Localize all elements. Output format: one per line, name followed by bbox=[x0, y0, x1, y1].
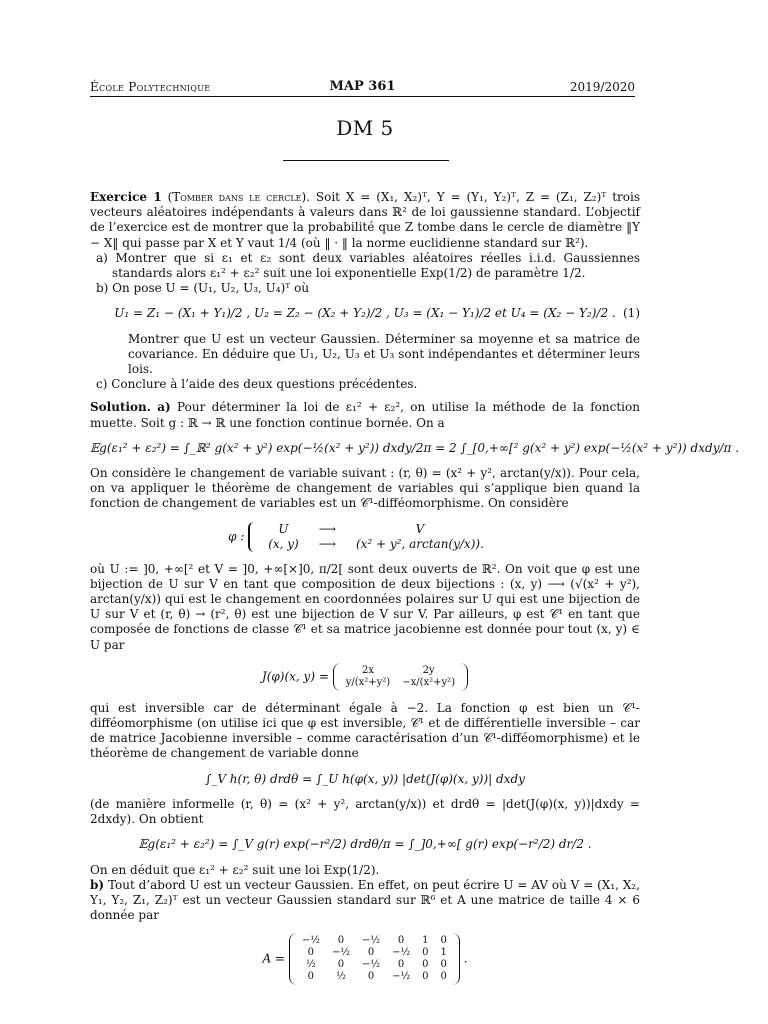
matrix-A-cell: 0 bbox=[397, 935, 405, 947]
header-course: MAP 361 bbox=[329, 79, 396, 94]
document-body bbox=[90, 190, 740, 995]
phi-row1-arrow: ⟶ bbox=[318, 521, 336, 536]
jacobian-matrix bbox=[333, 663, 468, 691]
phi-row2-right: (x² + y², arctan(y/x)). bbox=[355, 536, 484, 551]
matrix-A-cell: 0 bbox=[307, 947, 315, 959]
equation-1-body: U₁ = Z₁ − (X₁ + Y₁)/2 , U₂ = Z₂ − (X₂ + Y₂)/2 , U₃ = (X₁ − Y₁)/2 et U₄ = (X₂ − Y₂)/2 . bbox=[114, 306, 616, 321]
matrix-A-cell: 0 bbox=[307, 971, 315, 983]
exercise-item-b-cont: Montrer que U est un vecteur Gaussien. Déterminer sa moyenne et sa matrice de covariance. En déduire que U₁, U₂, U₃ et U₃ sont indépendantes et déterminer leurs lois. bbox=[128, 331, 640, 377]
matrix-A-row bbox=[296, 947, 453, 959]
matrix-A-cell: 1 bbox=[422, 935, 429, 947]
matrix-A-cell: 0 bbox=[440, 935, 447, 947]
solution-para-7 bbox=[90, 878, 640, 924]
header-rule bbox=[90, 96, 635, 97]
matrix-A-cell: 0 bbox=[440, 959, 447, 971]
solution-para-6: On en déduit que ε₁² + ε₂² suit une loi Exp(1/2). bbox=[90, 862, 380, 877]
title-rule bbox=[283, 160, 449, 161]
solution-text-7: Tout d’abord U est un vecteur Gaussien. En effet, on peut écrire U = AV où V = (X₁, X₂, Y₁, Y₂, Z₁, Z₂)ᵀ est un vecteur Gaussien standard sur ℝ⁶ et A une matrice de taille 4 × 6 donnée par bbox=[90, 877, 640, 923]
equation-2: 𝔼g(ε₁² + ε₂²) = ∫_ℝ² g(x² + y²) exp(−½(x² + y²)) dxdy/2π = 2 ∫_[0,+∞[² g(x² + y²) exp(−½(x² + y²)) dxdy/π . bbox=[90, 440, 740, 455]
phi-definition bbox=[90, 522, 640, 552]
exercise-intro bbox=[90, 190, 640, 251]
equation-4: 𝔼g(ε₁² + ε₂²) = ∫_V g(r) exp(−r²/2) drdθ/π = ∫_]0,+∞[ g(r) exp(−r²/2) dr/2 . bbox=[138, 837, 592, 852]
header-institution: École Polytechnique bbox=[90, 80, 211, 94]
matrix-A-label: A = bbox=[262, 951, 285, 966]
jacobian-left: J(φ)(x, y) = bbox=[261, 669, 329, 684]
matrix-A-cell: 0 bbox=[422, 947, 429, 959]
phi-row2-left: (x, y) bbox=[268, 536, 299, 551]
matrix-A-cell: −½ bbox=[301, 935, 320, 947]
matrix-A-cell: 0 bbox=[397, 959, 405, 971]
matrix-A-cell: 0 bbox=[367, 971, 375, 983]
matrix-A-cell: 0 bbox=[422, 959, 429, 971]
matrix-A-cell: 0 bbox=[337, 935, 345, 947]
exercise-item-b: b) On pose U = (U₁, U₂, U₃, U₄)ᵀ où bbox=[96, 281, 310, 296]
header-year: 2019/2020 bbox=[569, 80, 635, 94]
jacobian-m12: 2y bbox=[422, 664, 435, 676]
equation-3: ∫_V h(r, θ) drdθ = ∫_U h(φ(x, y)) |det(J(φ)(x, y))| dxdy bbox=[205, 771, 525, 786]
matrix-A-cell: 0 bbox=[367, 947, 375, 959]
solution-text-1: Pour déterminer la loi de ε₁² + ε₂², on utilise la méthode de la fonction muette. Soit g : ℝ → ℝ une fonction continue bornée. On a bbox=[90, 400, 640, 430]
exercise-text: Soit X = (X₁, X₂)ᵀ, Y = (Y₁, Y₂)ᵀ, Z = (Z₁, Z₂)ᵀ trois vecteurs aléatoires indépendants à valeurs dans ℝ² de loi gaussienne standard. L’objectif de l’exercice est de montrer que la probabilité que Z tombe dans le cercle de diamètre ‖Y − X‖ qui passe par X et Y vaut 1/4 (où ‖ · ‖ la norme euclidienne standard sur ℝ²). bbox=[90, 190, 640, 250]
solution-b-label: b) bbox=[90, 877, 105, 892]
matrix-A-cell: −½ bbox=[361, 959, 381, 971]
matrix-A-cell: 0 bbox=[422, 971, 429, 983]
equation-1 bbox=[90, 306, 640, 321]
page-header bbox=[90, 80, 635, 94]
matrix-A-cell: 0 bbox=[440, 971, 447, 983]
matrix-A-cell: −½ bbox=[331, 947, 350, 959]
equation-1-number: (1) bbox=[623, 306, 640, 321]
matrix-A-cell: ½ bbox=[306, 959, 316, 971]
matrix-A-equation bbox=[90, 933, 640, 985]
phi-row1-right: V bbox=[415, 521, 425, 536]
solution-para-3: où U := ]0, +∞[² et V = ]0, +∞[×]0, π/2[ sont deux ouverts de ℝ². On voit que φ est une bijection de U sur V en tant que composition de deux bijections : (x, y) ⟶ (√(x² + y²), arctan(y/x)) qui est le changement en coordonnées polaires sur U qui est une bijection de U sur V et (r, θ) → (r², θ) est une bijection de V sur V. Par ailleurs, φ est 𝒞¹ en tant que composée de fonctions de classe 𝒞¹ et sa matrice jacobienne est donnée pour tout (x, y) ∈ U par bbox=[90, 561, 640, 652]
phi-label: φ : bbox=[228, 529, 245, 544]
exercise-subtitle: (Tomber dans le cercle). bbox=[167, 190, 310, 204]
jacobian-m21: y/(x²+y²) bbox=[345, 676, 391, 688]
jacobian-m11: 2x bbox=[361, 664, 374, 676]
phi-row2-arrow: ⟶ bbox=[318, 536, 336, 551]
jacobian-equation bbox=[90, 663, 640, 691]
exercise-item-c: c) Conclure à l’aide des deux questions précédentes. bbox=[96, 377, 418, 392]
matrix-A-cell: ½ bbox=[336, 971, 346, 983]
solution-para-5: (de manière informelle (r, θ) = (x² + y², arctan(y/x)) et drdθ = |det(J(φ)(x, y))|dxdy = 2dxdy). On obtient bbox=[90, 796, 640, 827]
matrix-A bbox=[289, 933, 460, 985]
solution-para-4: qui est inversible car de déterminant égale à −2. La fonction φ est bien un 𝒞¹-difféomorphisme (on utilise ici que φ est inversible, 𝒞¹ et de différentielle inversible – car de matrice Jacobienne inversible – comme caractérisation d’un 𝒞¹-difféomorphisme) et le théorème de changement de variable donne bbox=[90, 700, 640, 761]
matrix-A-cell: −½ bbox=[392, 947, 411, 959]
jacobian-m22: −x/(x²+y²) bbox=[402, 676, 456, 688]
exercise-item-a: a) Montrer que si ε₁ et ε₂ sont deux variables aléatoires réelles i.i.d. Gaussiennes standards alors ε₁² + ε₂² suit une loi exponentielle Exp(1/2) de paramètre 1/2. bbox=[96, 250, 640, 281]
matrix-A-end: . bbox=[463, 951, 468, 966]
matrix-A-row bbox=[296, 971, 453, 983]
phi-row1-left: U bbox=[278, 521, 289, 536]
solution-para-1 bbox=[90, 400, 640, 430]
exercise-label: Exercice 1 bbox=[90, 190, 162, 204]
page-title: DM 5 bbox=[336, 116, 394, 140]
matrix-A-cell: 1 bbox=[440, 947, 447, 959]
phi-system bbox=[248, 522, 502, 552]
matrix-A-row bbox=[296, 959, 453, 971]
matrix-A-cell: −½ bbox=[361, 935, 381, 947]
solution-para-2: On considère le changement de variable suivant : (r, θ) = (x² + y², arctan(y/x)). Pour cela, on va appliquer le théorème de changement de variables qui s’applique bien quand la fonction de changement de variables est un 𝒞¹-difféomorphisme. On considère bbox=[90, 466, 640, 511]
matrix-A-cell: 0 bbox=[337, 959, 345, 971]
matrix-A-row bbox=[296, 935, 453, 947]
solution-a-label: a) bbox=[157, 400, 171, 415]
matrix-A-cell: −½ bbox=[392, 971, 411, 983]
solution-label: Solution. bbox=[90, 400, 151, 415]
